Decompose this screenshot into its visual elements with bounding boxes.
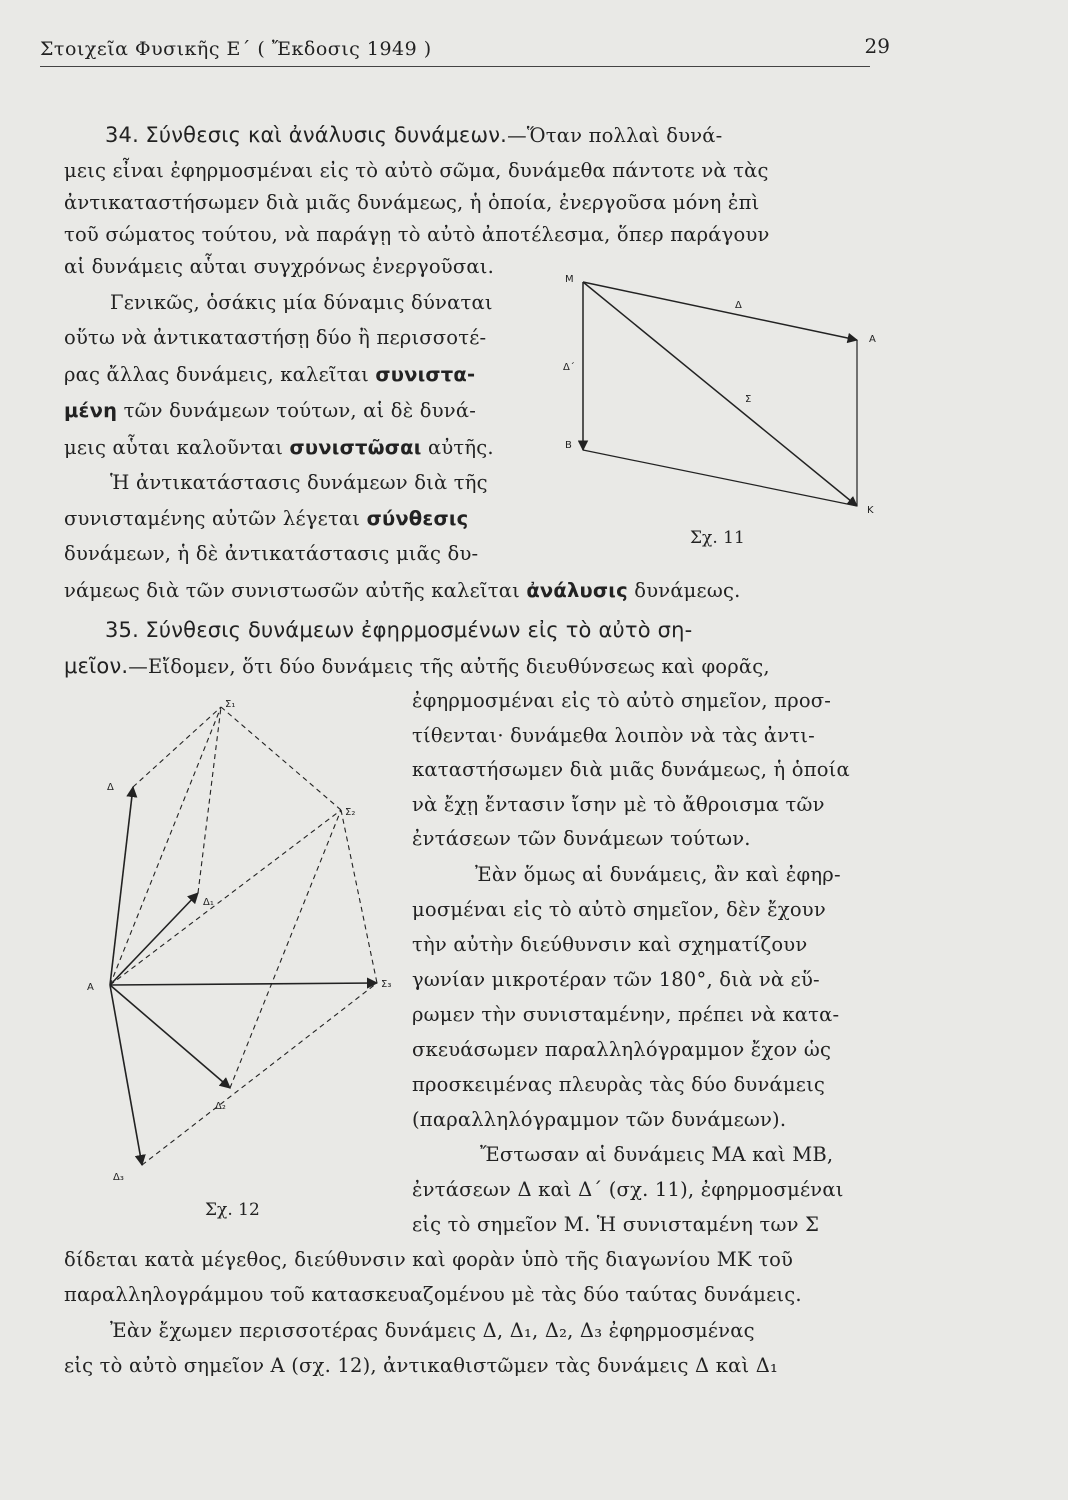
fig11-label-D-prime: Δ΄ [563, 362, 575, 373]
section-35-title-1: Σύνθεσις δυνάμεων ἐφηρμοσμένων εἰς τὸ αὐτὸ ση- [145, 618, 693, 642]
section-34-heading-line [105, 122, 722, 149]
section-34-p3-line-4 [64, 578, 740, 604]
running-title: Στοιχεῖα Φυσικῆς Ε΄ ( Ἔκδοσις 1949 ) [40, 38, 432, 60]
section-35-heading-line-2 [64, 653, 770, 680]
term-synistamene-2: μένη [64, 399, 118, 422]
fig12-dash-D-S1 [133, 707, 221, 787]
section-35-p2-line-2: μοσμέναι εἰς τὸ αὐτὸ σημεῖον, δὲν ἔχουν [412, 898, 826, 921]
text-segment: δυνάμεως. [634, 579, 741, 602]
fig12-label-S2: Σ₂ [345, 807, 356, 818]
term-synistamene-1: συνιστα- [375, 363, 476, 386]
page-number: 29 [864, 34, 890, 58]
text-segment: μεις αὗται καλοῦνται [64, 436, 284, 459]
section-35-p2-line-6: σκευάσωμεν παραλληλόγραμμον ἔχον ὡς [412, 1038, 832, 1061]
fig12-construction-lines [110, 707, 377, 1165]
figure-12-caption: Σχ. 12 [205, 1200, 260, 1220]
section-34-line-3: ἀντικαταστήσωμεν διὰ μιᾶς δυνάμεως, ἡ ὁποία, ἐνεργοῦσα μόνη ἐπὶ [64, 191, 760, 214]
figure-11-caption: Σχ. 11 [690, 528, 745, 548]
term-synthesis: σύνθεσις [366, 507, 469, 530]
fig11-label-S: Σ [745, 394, 752, 405]
section-34-p3-line-2 [64, 506, 468, 532]
section-35-line-2: ἐφηρμοσμέναι εἰς τὸ αὐτὸ σημεῖον, προσ- [412, 689, 832, 712]
section-34-line-5: αἱ δυνάμεις αὗται συγχρόνως ἐνεργοῦσαι. [64, 255, 494, 278]
fig12-dash-S2-S3 [341, 810, 377, 983]
fig12-label-D3: Δ₃ [113, 1172, 124, 1183]
text-segment: τῶν δυνάμεων τούτων, αἱ δὲ δυνά- [123, 399, 477, 422]
text-segment: συνισταμένης αὐτῶν λέγεται [64, 507, 361, 530]
fig11-diagonal-MK [583, 282, 857, 506]
section-34-p3-line-1: Ἡ ἀντικατάστασις δυνάμεων διὰ τῆς [110, 471, 488, 494]
fig12-force-D2 [110, 985, 230, 1088]
section-35-line-6: ἐντάσεων τῶν δυνάμεων τούτων. [412, 827, 751, 850]
text-segment: ρας ἄλλας δυνάμεις, καλεῖται [64, 363, 369, 386]
fig11-label-M: M [565, 274, 574, 285]
fig12-force-D1 [110, 893, 198, 985]
fig11-label-D: Δ [735, 300, 742, 311]
fig12-force-S3 [110, 983, 377, 985]
fig11-label-B: B [565, 440, 572, 451]
fig11-side-MA [583, 282, 857, 340]
fig11-label-A: A [869, 334, 876, 345]
fig12-force-D3 [110, 985, 142, 1165]
section-35-p3-line-1: Ἔστωσαν αἱ δυνάμεις ΜΑ καὶ ΜΒ, [480, 1143, 834, 1166]
section-35-p2-line-8: (παραλληλόγραμμον τῶν δυνάμεων). [412, 1108, 787, 1131]
figure-12 [75, 695, 405, 1183]
section-35-p4-line-1: Ἐὰν ἔχωμεν περισσοτέρας δυνάμεις Δ, Δ₁, Δ₂, Δ₃ ἐφηρμοσμένας [110, 1319, 755, 1342]
figure-11 [555, 270, 885, 520]
fig12-label-S3: Σ₃ [381, 979, 392, 990]
term-analysis: ἀνάλυσις [526, 579, 628, 602]
term-synistosai: συνιστῶσαι [289, 436, 422, 459]
section-35-p2-line-7: προσκειμένας πλευρὰς τὰς δύο δυνάμεις [412, 1073, 826, 1096]
fig11-side-BK [583, 450, 857, 506]
section-35-p2-line-3: τὴν αὐτὴν διεύθυνσιν καὶ σχηματίζουν [412, 933, 808, 956]
section-34-number: 34. [105, 123, 139, 147]
section-35-p3-line-4: δίδεται κατὰ μέγεθος, διεύθυνσιν καὶ φορὰν ὑπὸ τῆς διαγωνίου ΜΚ τοῦ [64, 1248, 794, 1271]
fig12-dash-D1-S1 [198, 707, 221, 893]
section-34-p2-line-3 [64, 362, 475, 388]
section-34-p2-line-4 [64, 398, 476, 424]
fig12-label-D: Δ [107, 782, 114, 793]
section-35-title-2: μεῖον. [64, 654, 129, 678]
section-34-line-1-rest: —Ὅταν πολλαὶ δυνά- [507, 124, 723, 147]
fig12-dash-S1-S2 [221, 707, 341, 810]
section-35-line-4: καταστήσωμεν διὰ μιᾶς δυνάμεως, ἡ ὁποία [412, 758, 850, 781]
section-34-p2-line-1: Γενικῶς, ὁσάκις μία δύναμις δύναται [110, 291, 493, 314]
section-35-line-3: τίθενται· δυνάμεθα λοιπὸν νὰ τὰς ἀντι- [412, 724, 815, 747]
running-header [40, 34, 890, 67]
fig12-dash-D3-S3 [142, 983, 377, 1165]
fig12-label-D2: Δ₂ [215, 1101, 226, 1112]
section-35-number: 35. [105, 618, 139, 642]
section-35-p2-line-5: ρωμεν τὴν συνισταμένην, πρέπει νὰ κατα- [412, 1003, 840, 1026]
section-34-title: Σύνθεσις καὶ ἀνάλυσις δυνάμεων. [145, 123, 508, 147]
text-segment: νάμεως διὰ τῶν συνιστωσῶν αὐτῆς καλεῖται [64, 579, 520, 602]
section-35-line-5: νὰ ἔχῃ ἔντασιν ἴσην μὲ τὸ ἄθροισμα τῶν [412, 793, 825, 816]
section-34-line-4: τοῦ σώματος τούτου, νὰ παράγῃ τὸ αὐτὸ ἀποτέλεσμα, ὅπερ παράγουν [64, 223, 770, 246]
section-35-p3-line-2: ἐντάσεων Δ καὶ Δ΄ (σχ. 11), ἐφηρμοσμέναι [412, 1178, 844, 1201]
section-35-heading-line-1 [105, 617, 692, 644]
section-35-p3-line-3: εἰς τὸ σημεῖον Μ. Ἡ συνισταμένη των Σ [412, 1213, 820, 1236]
section-34-p2-line-5 [64, 435, 494, 461]
fig12-label-A: Α [87, 982, 94, 993]
section-35-p4-line-2: εἰς τὸ αὐτὸ σημεῖον Α (σχ. 12), ἀντικαθιστῶμεν τὰς δυνάμεις Δ καὶ Δ₁ [64, 1354, 779, 1377]
section-34-p3-line-3: δυνάμεων, ἡ δὲ ἀντικατάστασις μιᾶς δυ- [64, 542, 479, 565]
fig12-label-S1: Σ₁ [225, 699, 236, 710]
section-35-p2-line-1: Ἐὰν ὅμως αἱ δυνάμεις, ἂν καὶ ἐφηρ- [475, 863, 841, 886]
section-35-p2-line-4: γωνίαν μικροτέραν τῶν 180°, διὰ νὰ εὕ- [412, 968, 820, 991]
section-34-p2-line-2: οὕτω νὰ ἀντικαταστήσῃ δύο ἢ περισσοτέ- [64, 326, 487, 349]
section-35-line-1-rest: —Εἴδομεν, ὅτι δύο δυνάμεις τῆς αὐτῆς διευθύνσεως καὶ φορᾶς, [128, 655, 770, 678]
section-34-line-2: μεις εἶναι ἐφηρμοσμέναι εἰς τὸ αὐτὸ σῶμα, δυνάμεθα πάντοτε νὰ τὰς [64, 159, 769, 182]
text-segment: αὐτῆς. [427, 436, 494, 459]
section-35-p3-line-5: παραλληλογράμμου τοῦ κατασκευαζομένου μὲ τὰς δύο ταύτας δυνάμεις. [64, 1283, 802, 1306]
fig11-label-K: K [867, 505, 874, 516]
fig12-label-D1: Δ₁ [203, 897, 214, 908]
